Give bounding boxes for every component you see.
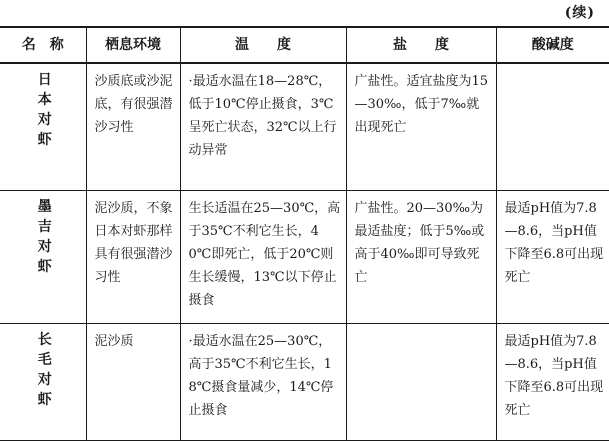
header-habitat: 栖息环境: [86, 27, 180, 63]
table-row: [0, 324, 609, 441]
species-name-cell: [0, 191, 86, 324]
header-ph: 酸碱度: [496, 27, 609, 63]
ph-cell: [496, 191, 609, 324]
header-temperature: 温 度: [180, 27, 346, 63]
species-name-cell: [0, 63, 86, 191]
species-name: 日本对虾: [37, 72, 52, 148]
salinity-cell: [346, 191, 496, 324]
temperature-cell: [180, 324, 346, 441]
ph-text: 最适pH值为7.8—8.6，当pH值下降至6.8可出现死亡: [504, 201, 604, 285]
temperature-text: ·最适水温在18—28℃，低于10℃停止摄食，3℃呈死亡状态，32℃以上行动异常: [188, 74, 337, 158]
habitat-cell: [86, 191, 180, 324]
header-salinity: 盐 度: [346, 27, 496, 63]
table-row: [0, 191, 609, 324]
species-name: 墨吉对虾: [37, 199, 52, 275]
ph-cell: [496, 63, 609, 191]
species-name-cell: [0, 324, 86, 441]
temperature-text: 生长适温在25—30℃，高于35℃不利它生长，40℃即死亡，低于20℃则生长缓慢，13℃以下停止摄食: [188, 201, 341, 308]
ph-cell: [496, 324, 609, 441]
habitat-text: 泥沙质，不象日本对虾那样具有很强潜沙习性: [94, 201, 173, 285]
header-name: 名 称: [0, 27, 86, 63]
table-header-row: [0, 27, 609, 63]
continued-mark: (续): [564, 5, 595, 21]
salinity-cell: [346, 63, 496, 191]
table-row: [0, 63, 609, 191]
species-name: 长毛对虾: [37, 332, 52, 408]
salinity-cell: [346, 324, 496, 441]
temperature-text: ·最适水温在25—30℃，高于35℃不利它生长，18℃摄食量减少，14℃停止摄食: [188, 334, 334, 418]
habitat-cell: [86, 63, 180, 191]
ph-text: 最适pH值为7.8—8.6，当pH值下降至6.8可出现死亡: [504, 334, 604, 418]
habitat-cell: [86, 324, 180, 441]
salinity-text: 广盐性。适宜盐度为15—30‰，低于7‰就出现死亡: [354, 74, 489, 135]
temperature-cell: [180, 63, 346, 191]
salinity-text: 广盐性。20—30‰为最适盐度；低于5‰或高于40‰即可导致死亡: [354, 201, 485, 285]
habitat-text: 泥沙质: [94, 334, 134, 349]
shrimp-environment-table: [0, 26, 609, 441]
temperature-cell: [180, 191, 346, 324]
habitat-text: 沙质底或沙泥底，有很强潜沙习性: [94, 74, 173, 135]
